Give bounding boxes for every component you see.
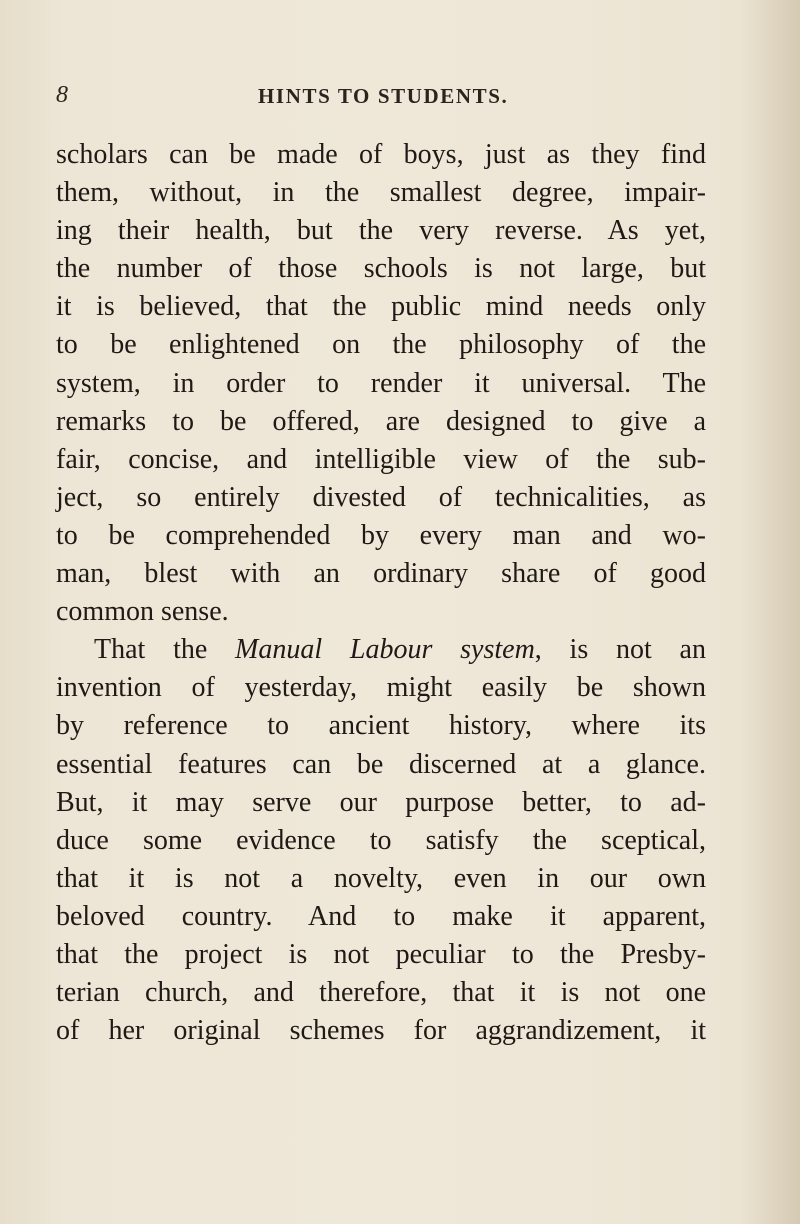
text-line: essential features can be discerned at a glance. [56, 748, 706, 780]
page-number: 8 [56, 82, 68, 108]
text-line: invention of yesterday, might easily be shown [56, 672, 706, 704]
text-line: common sense. [56, 596, 229, 628]
paragraph-start-line [56, 631, 706, 669]
text-fragment: That the [94, 634, 236, 666]
page-edge-shadow [740, 0, 800, 1224]
text-line: ing their health, but the very reverse. As yet, [56, 215, 706, 247]
text-line: that it is not a novelty, even in our own [56, 862, 706, 894]
text-line: But, it may serve our purpose better, to ad- [56, 786, 706, 818]
body-text [56, 136, 706, 1050]
text-line: to be comprehended by every man and wo- [56, 519, 706, 551]
text-line: by reference to ancient history, where its [56, 710, 706, 742]
text-line: it is believed, that the public mind needs only [56, 291, 706, 323]
text-line: fair, concise, and intelligible view of the sub- [56, 443, 706, 475]
italic-term: Manual Labour system [235, 634, 535, 666]
text-line: duce some evidence to satisfy the sceptical, [56, 824, 706, 856]
text-fragment: , is not an [534, 634, 706, 666]
text-line: scholars can be made of boys, just as they find [56, 139, 706, 170]
text-line: them, without, in the smallest degree, impair- [56, 177, 706, 209]
text-line: of her original schemes for aggrandizement, it [56, 1015, 706, 1047]
running-title: HINTS TO STUDENTS. [258, 84, 509, 108]
text-line: to be enlightened on the philosophy of the [56, 329, 706, 361]
text-line: system, in order to render it universal. The [56, 367, 706, 399]
text-line: terian church, and therefore, that it is not one [56, 977, 706, 1009]
text-line: ject, so entirely divested of technicalities, as [56, 481, 706, 513]
running-head [48, 82, 748, 112]
text-line: remarks to be offered, are designed to give a [56, 405, 706, 437]
text-line: man, blest with an ordinary share of good [56, 558, 706, 590]
text-line: beloved country. And to make it apparent, [56, 900, 706, 932]
text-line: the number of those schools is not large, but [56, 253, 706, 285]
text-line: that the project is not peculiar to the Presby- [56, 938, 706, 970]
